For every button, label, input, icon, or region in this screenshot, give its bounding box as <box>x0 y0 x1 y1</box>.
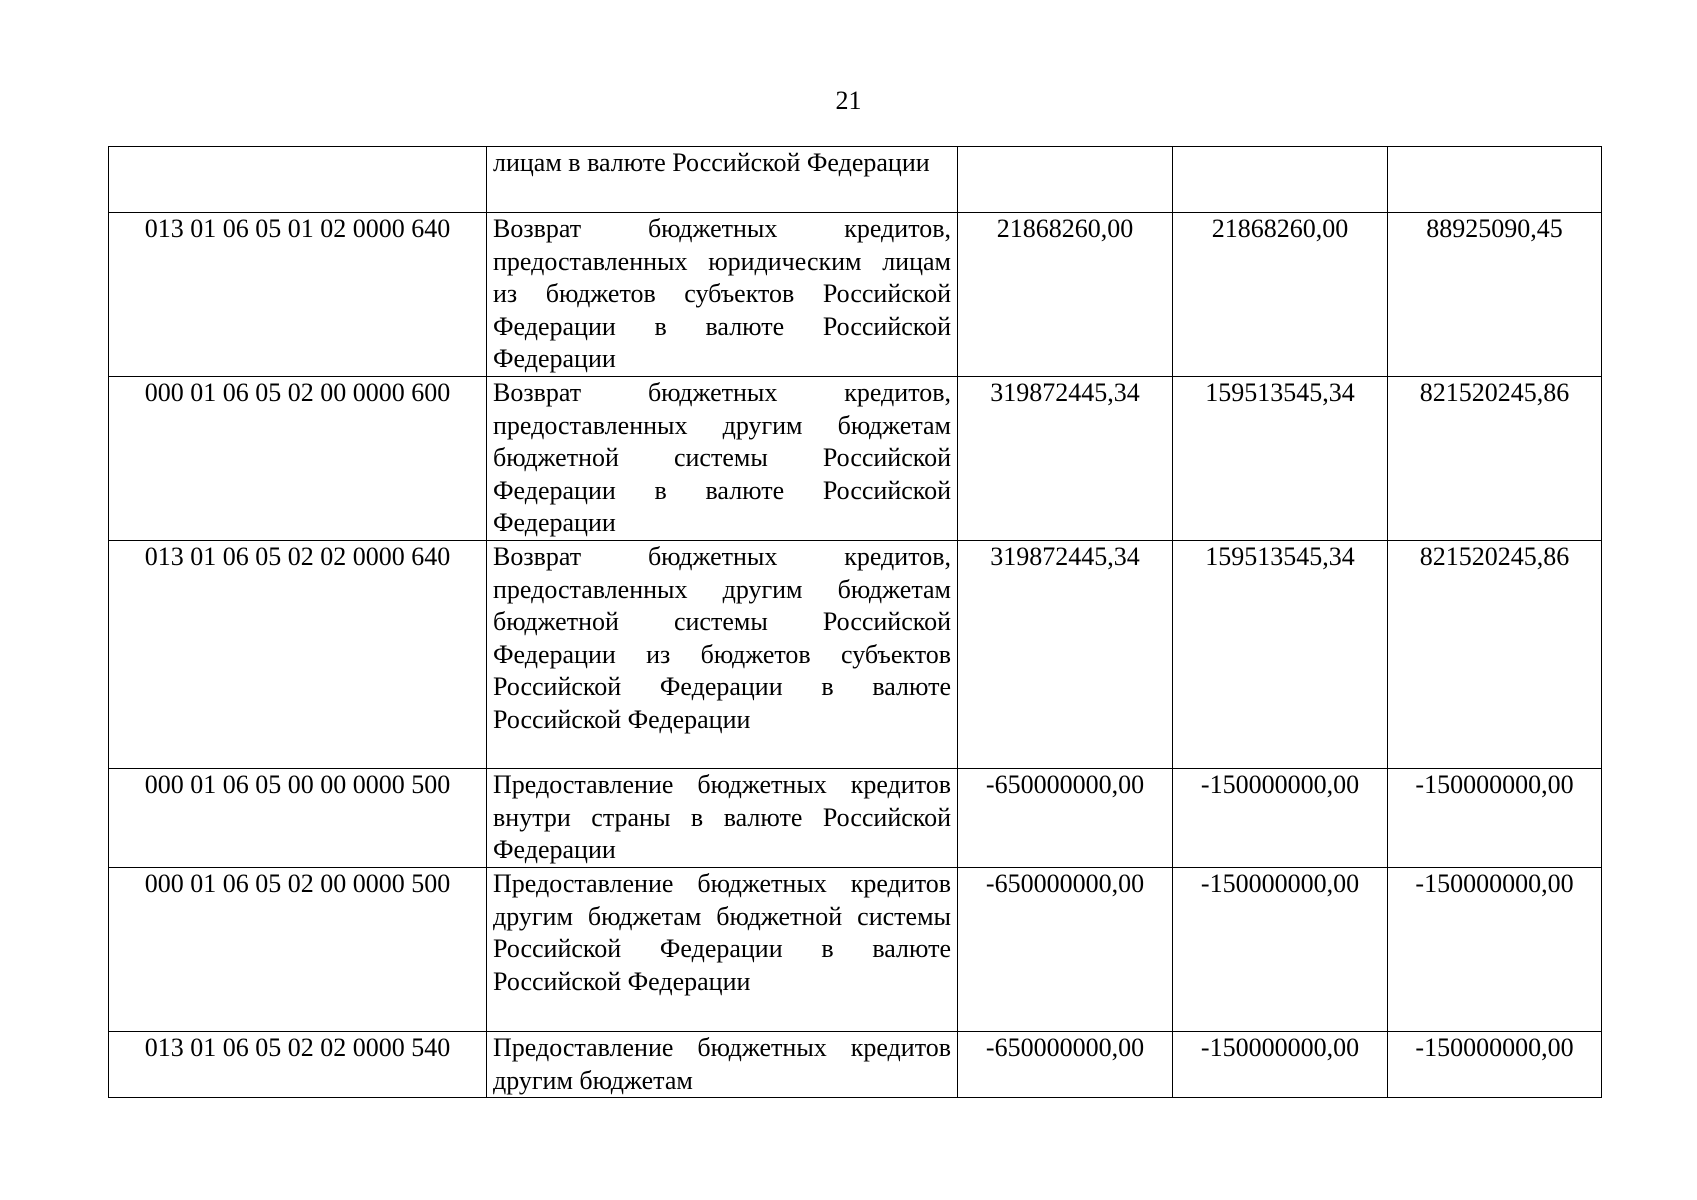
amount-cell-3: -150000000,00 <box>1388 769 1602 868</box>
table-row <box>109 377 1602 541</box>
budget-sources-table <box>108 146 1602 1098</box>
table-row <box>109 868 1602 1032</box>
item-name-cell: Предоставление бюджетных кредитов другим бюджетам <box>487 1032 958 1098</box>
amount-cell-1: 319872445,34 <box>958 377 1173 541</box>
budget-code-cell: 000 01 06 05 02 00 0000 600 <box>109 377 487 541</box>
item-name-cell: Возврат бюджетных кредитов, предоставленных юридическим лицам из бюджетов субъектов Российской Федерации в валюте Российской Федерации <box>487 213 958 377</box>
amount-cell-3: 821520245,86 <box>1388 377 1602 541</box>
item-name-cell: Предоставление бюджетных кредитов другим бюджетам бюджетной системы Российской Федерации в валюте Российской Федерации <box>487 868 958 1032</box>
amount-cell-1: 21868260,00 <box>958 213 1173 377</box>
amount-cell-1: 319872445,34 <box>958 541 1173 769</box>
amount-cell-3 <box>1388 147 1602 213</box>
amount-cell-2: 21868260,00 <box>1173 213 1388 377</box>
budget-code-cell: 013 01 06 05 02 02 0000 640 <box>109 541 487 769</box>
amount-cell-2: -150000000,00 <box>1173 769 1388 868</box>
amount-cell-1: -650000000,00 <box>958 868 1173 1032</box>
amount-cell-1 <box>958 147 1173 213</box>
amount-cell-2: -150000000,00 <box>1173 1032 1388 1098</box>
amount-cell-3: 821520245,86 <box>1388 541 1602 769</box>
amount-cell-2 <box>1173 147 1388 213</box>
table-row <box>109 1032 1602 1098</box>
table-row <box>109 147 1602 213</box>
budget-code-cell: 013 01 06 05 01 02 0000 640 <box>109 213 487 377</box>
table-row <box>109 541 1602 769</box>
budget-code-cell: 000 01 06 05 00 00 0000 500 <box>109 769 487 868</box>
budget-code-cell: 000 01 06 05 02 00 0000 500 <box>109 868 487 1032</box>
amount-cell-3: -150000000,00 <box>1388 1032 1602 1098</box>
budget-code-cell: 013 01 06 05 02 02 0000 540 <box>109 1032 487 1098</box>
amount-cell-1: -650000000,00 <box>958 1032 1173 1098</box>
amount-cell-2: 159513545,34 <box>1173 541 1388 769</box>
item-name-cell: Возврат бюджетных кредитов, предоставленных другим бюджетам бюджетной системы Российской Федерации из бюджетов субъектов Российской Федерации в валюте Российской Федерации <box>487 541 958 769</box>
amount-cell-2: -150000000,00 <box>1173 868 1388 1032</box>
table-row <box>109 769 1602 868</box>
amount-cell-2: 159513545,34 <box>1173 377 1388 541</box>
item-name-cell: Возврат бюджетных кредитов, предоставленных другим бюджетам бюджетной системы Российской Федерации в валюте Российской Федерации <box>487 377 958 541</box>
amount-cell-3: 88925090,45 <box>1388 213 1602 377</box>
budget-code-cell <box>109 147 487 213</box>
amount-cell-1: -650000000,00 <box>958 769 1173 868</box>
page-number: 21 <box>835 86 862 115</box>
table-row <box>109 213 1602 377</box>
amount-cell-3: -150000000,00 <box>1388 868 1602 1032</box>
item-name-cell: лицам в валюте Российской Федерации <box>487 147 958 213</box>
item-name-cell: Предоставление бюджетных кредитов внутри страны в валюте Российской Федерации <box>487 769 958 868</box>
